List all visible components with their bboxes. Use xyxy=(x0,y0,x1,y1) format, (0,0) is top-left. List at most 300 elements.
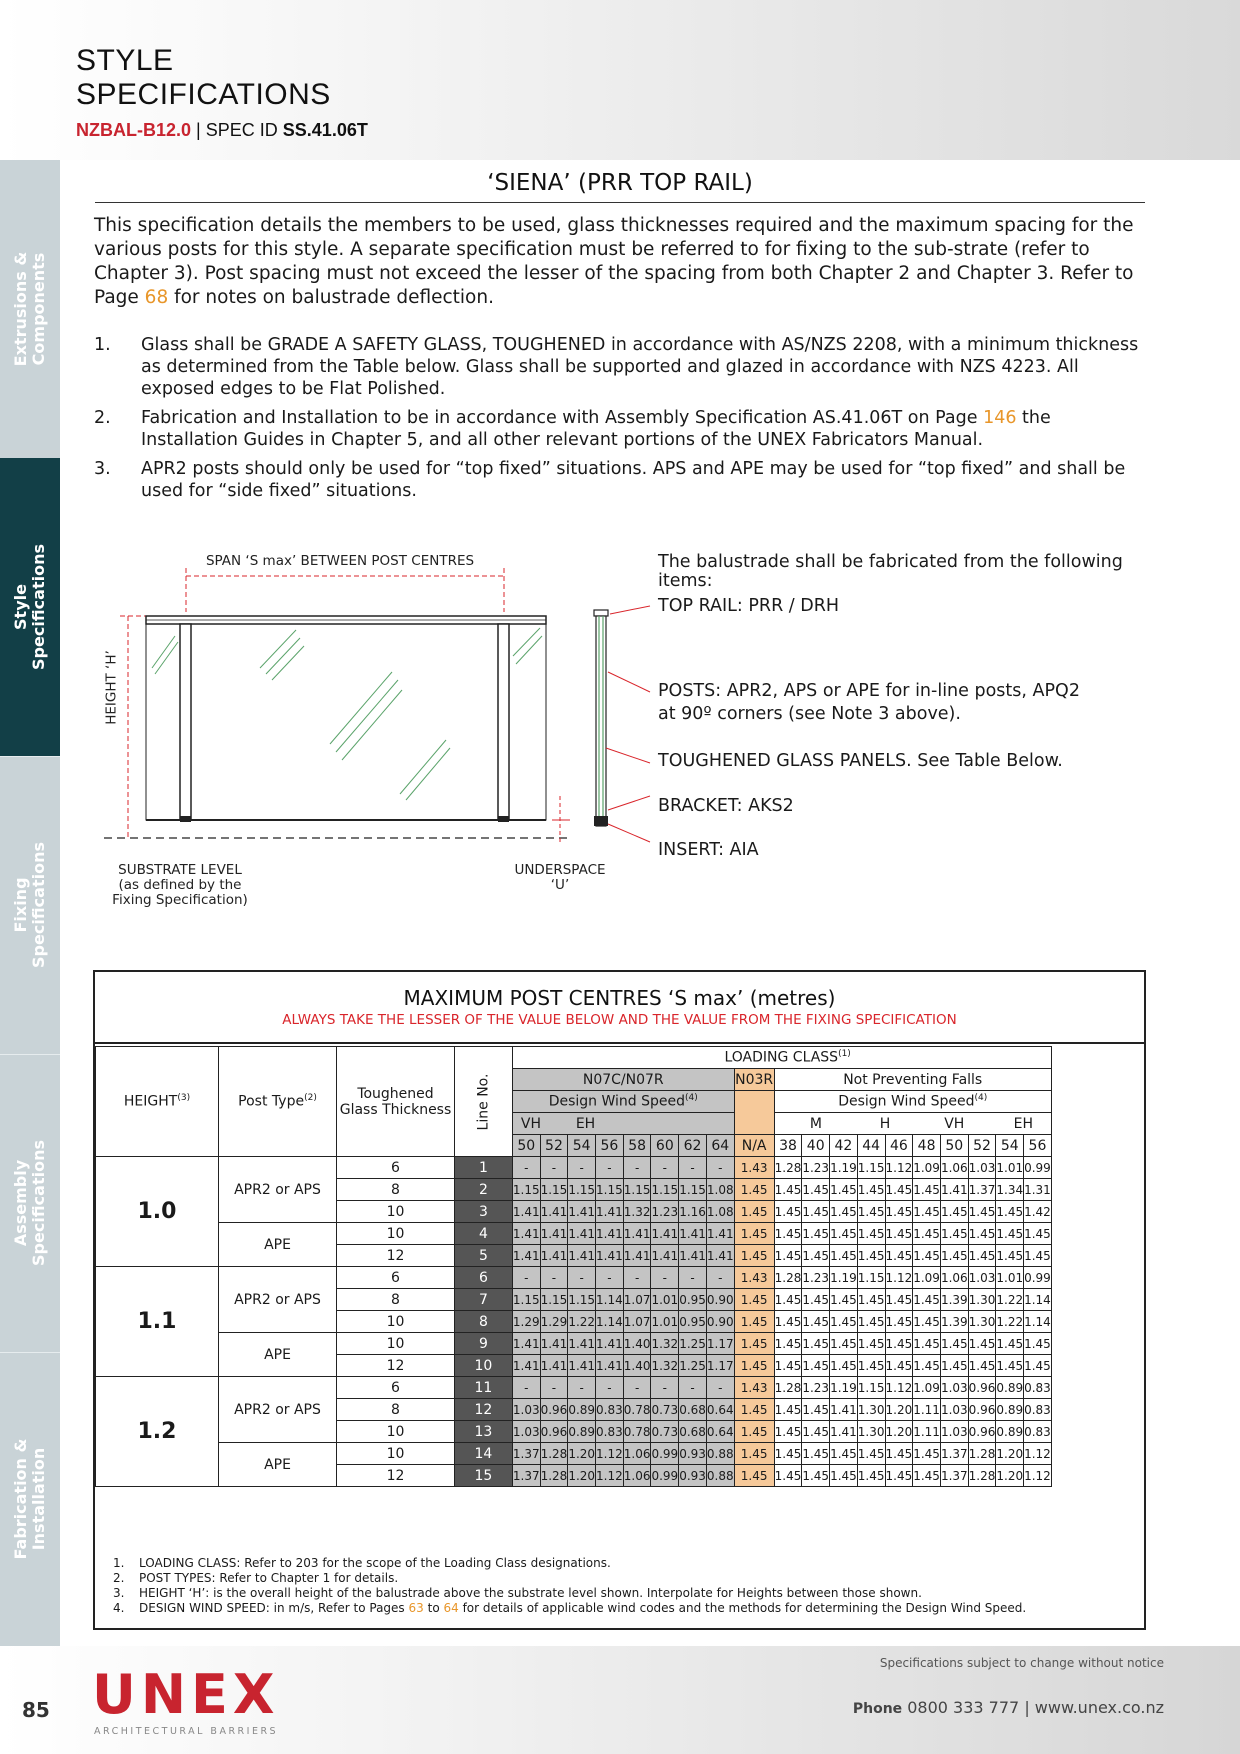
span-label: SPAN ‘S max’ BETWEEN POST CENTRES xyxy=(205,553,475,569)
tab-label: Style Specifications xyxy=(11,544,48,670)
glass-thickness: 10 xyxy=(337,1333,455,1355)
value-npf: 1.45 xyxy=(857,1245,885,1267)
value-n07: 0.90 xyxy=(706,1311,734,1333)
speed-cell: 54 xyxy=(996,1135,1024,1157)
value-npf: 1.45 xyxy=(774,1223,802,1245)
value-n07: - xyxy=(623,1267,651,1289)
value-npf: 1.45 xyxy=(774,1245,802,1267)
value-npf: 1.45 xyxy=(774,1333,802,1355)
value-npf: 1.19 xyxy=(830,1377,858,1399)
value-npf: 1.03 xyxy=(940,1421,968,1443)
title-rule xyxy=(95,202,1145,203)
value-npf: 1.30 xyxy=(857,1421,885,1443)
value-npf: 1.45 xyxy=(968,1223,996,1245)
value-n03r: 1.45 xyxy=(734,1333,774,1355)
value-n07: - xyxy=(651,1267,679,1289)
value-npf: 1.20 xyxy=(885,1421,913,1443)
style-title: ‘SIENA’ (PRR TOP RAIL) xyxy=(487,170,753,196)
post-type: APE xyxy=(219,1333,337,1377)
intro-paragraph: This specification details the members to be used, glass thicknesses required and the maximum spacing for the various posts for this style. A separate specification must be referred to for fixing to the sub-strate (refer to Chapter 3). Post spacing must not exceed the lesser of the spacing from both Chapter 2 and Chapter 3. Refer to Page 68 for notes on balustrade deflection. xyxy=(94,215,1134,308)
value-n07: 0.83 xyxy=(596,1399,624,1421)
value-npf: 1.45 xyxy=(940,1223,968,1245)
value-npf: 1.03 xyxy=(968,1157,996,1179)
value-npf: 1.45 xyxy=(885,1245,913,1267)
value-n07: 1.41 xyxy=(706,1223,734,1245)
data-grid xyxy=(95,1046,1052,1487)
value-n07: - xyxy=(706,1267,734,1289)
value-n07: 1.15 xyxy=(623,1179,651,1201)
value-npf: 1.34 xyxy=(996,1179,1024,1201)
value-npf: 1.45 xyxy=(996,1223,1024,1245)
header-class-npf: Not Preventing Falls xyxy=(774,1069,1051,1091)
line-number: 13 xyxy=(455,1421,513,1443)
table-row xyxy=(96,1377,1052,1399)
cat-eh: EH xyxy=(568,1113,734,1135)
value-npf: 1.12 xyxy=(885,1377,913,1399)
value-n07: 1.41 xyxy=(540,1333,568,1355)
value-npf: 1.45 xyxy=(913,1355,941,1377)
value-npf: 0.96 xyxy=(968,1377,996,1399)
footnote-3: 3. HEIGHT ‘H’: is the overall height of the balustrade above the substrate level shown. Interpolate for Heights between those shown. xyxy=(113,1586,922,1600)
value-n07: 0.93 xyxy=(679,1465,707,1487)
items-intro: The balustrade shall be fabricated from the following items: xyxy=(658,552,1123,591)
value-npf: 1.11 xyxy=(913,1421,941,1443)
value-n03r: 1.43 xyxy=(734,1377,774,1399)
value-n07: 1.41 xyxy=(540,1355,568,1377)
tab-fabrication-installation[interactable] xyxy=(0,1352,60,1647)
value-n07: 1.41 xyxy=(596,1223,624,1245)
value-npf: 1.45 xyxy=(774,1289,802,1311)
value-npf: 1.45 xyxy=(802,1465,830,1487)
value-npf: 1.45 xyxy=(802,1179,830,1201)
value-npf: 1.45 xyxy=(774,1421,802,1443)
value-npf: 1.03 xyxy=(940,1399,968,1421)
value-npf: 1.45 xyxy=(940,1201,968,1223)
cat-eh: EH xyxy=(996,1113,1051,1135)
value-n07: 1.41 xyxy=(540,1245,568,1267)
value-n07: 0.68 xyxy=(679,1421,707,1443)
value-n07: 1.15 xyxy=(512,1179,540,1201)
value-npf: 1.45 xyxy=(774,1201,802,1223)
value-n07: 1.41 xyxy=(540,1223,568,1245)
post-centres-table xyxy=(93,970,1146,1630)
value-n07: - xyxy=(623,1377,651,1399)
value-npf: 1.45 xyxy=(940,1245,968,1267)
value-n07: 0.78 xyxy=(623,1399,651,1421)
value-npf: 1.45 xyxy=(1024,1223,1052,1245)
speed-cell: 54 xyxy=(568,1135,596,1157)
value-npf: 1.45 xyxy=(913,1333,941,1355)
glass-thickness: 12 xyxy=(337,1355,455,1377)
header-class-n03r: N03R xyxy=(734,1069,774,1091)
glass-thickness: 8 xyxy=(337,1289,455,1311)
value-n07: 1.07 xyxy=(623,1311,651,1333)
value-n07: 0.78 xyxy=(623,1421,651,1443)
phone-number: 0800 333 777 xyxy=(907,1698,1020,1717)
contact-info xyxy=(853,1698,1164,1717)
value-n03r: 1.45 xyxy=(734,1355,774,1377)
value-n07: - xyxy=(596,1377,624,1399)
tab-label: Extrusions & Components xyxy=(11,251,48,367)
footnote-4: 4. DESIGN WIND SPEED: in m/s, Refer to Pages 63 to 64 for details of applicable wind codes and the methods for determining the Design Wind Speed. xyxy=(113,1601,1027,1615)
value-n07: 1.15 xyxy=(568,1179,596,1201)
glass-thickness: 10 xyxy=(337,1443,455,1465)
glass-thickness: 8 xyxy=(337,1399,455,1421)
footnote-1: 1. LOADING CLASS: Refer to 203 for the scope of the Loading Class designations. xyxy=(113,1556,611,1570)
table-warning: ALWAYS TAKE THE LESSER OF THE VALUE BELOW AND THE VALUE FROM THE FIXING SPECIFICATION xyxy=(282,1012,957,1028)
value-npf: 1.45 xyxy=(857,1443,885,1465)
value-n07: 1.32 xyxy=(623,1201,651,1223)
header-glass: Toughened Glass Thickness xyxy=(337,1047,455,1157)
value-npf: 1.45 xyxy=(774,1443,802,1465)
value-n07: - xyxy=(540,1377,568,1399)
value-npf: 1.45 xyxy=(857,1355,885,1377)
value-npf: 1.15 xyxy=(857,1377,885,1399)
value-npf: 1.45 xyxy=(996,1201,1024,1223)
cat-m: M xyxy=(774,1113,857,1135)
value-npf: 1.09 xyxy=(913,1267,941,1289)
value-npf: 1.06 xyxy=(940,1267,968,1289)
value-npf: 1.45 xyxy=(913,1245,941,1267)
value-npf: 1.28 xyxy=(774,1267,802,1289)
value-npf: 1.45 xyxy=(857,1311,885,1333)
value-n07: - xyxy=(623,1157,651,1179)
value-n03r: 1.45 xyxy=(734,1421,774,1443)
value-npf: 1.22 xyxy=(996,1311,1024,1333)
value-npf: 1.45 xyxy=(1024,1245,1052,1267)
underspace-label: UNDERSPACE ‘U’ xyxy=(514,862,606,893)
post-type: APR2 or APS xyxy=(219,1157,337,1223)
value-npf: 1.45 xyxy=(996,1355,1024,1377)
line-number: 4 xyxy=(455,1223,513,1245)
value-npf: 1.12 xyxy=(1024,1465,1052,1487)
value-npf: 1.30 xyxy=(968,1311,996,1333)
value-n07: 1.41 xyxy=(568,1201,596,1223)
page-ref-link[interactable]: 146 xyxy=(983,408,1017,428)
value-npf: 1.28 xyxy=(968,1465,996,1487)
value-n03r: 1.45 xyxy=(734,1399,774,1421)
line-number: 12 xyxy=(455,1399,513,1421)
value-n07: 0.88 xyxy=(706,1465,734,1487)
value-n07: 1.12 xyxy=(596,1465,624,1487)
header-post-type: Post Type$^{(2)}$ xyxy=(219,1047,337,1157)
value-n07: 1.41 xyxy=(623,1223,651,1245)
speed-cell: 38 xyxy=(774,1135,802,1157)
unex-logo: UNEX xyxy=(92,1663,280,1726)
value-npf: 1.45 xyxy=(830,1289,858,1311)
speed-cell: 46 xyxy=(885,1135,913,1157)
speed-cell: 42 xyxy=(830,1135,858,1157)
value-npf: 1.45 xyxy=(968,1333,996,1355)
speed-cell: 50 xyxy=(512,1135,540,1157)
value-npf: 1.45 xyxy=(996,1333,1024,1355)
value-npf: 1.45 xyxy=(885,1179,913,1201)
value-n07: 1.40 xyxy=(623,1355,651,1377)
value-npf: 1.01 xyxy=(996,1267,1024,1289)
glass-thickness: 10 xyxy=(337,1311,455,1333)
page-ref-link[interactable]: 68 xyxy=(144,287,169,308)
speed-cell: 44 xyxy=(857,1135,885,1157)
height-value: 1.1 xyxy=(96,1267,219,1377)
value-npf: 1.45 xyxy=(774,1355,802,1377)
post-type: APR2 or APS xyxy=(219,1377,337,1443)
table-title: MAXIMUM POST CENTRES ‘S max’ (metres) xyxy=(403,986,836,1010)
value-n07: 1.41 xyxy=(512,1201,540,1223)
tab-label: Fabrication & Installation xyxy=(11,1438,48,1560)
value-npf: 1.20 xyxy=(996,1443,1024,1465)
page-ref-link[interactable]: 64 xyxy=(443,1601,459,1615)
value-n07: - xyxy=(512,1267,540,1289)
value-npf: 1.19 xyxy=(830,1267,858,1289)
value-npf: 1.45 xyxy=(802,1333,830,1355)
value-npf: 1.28 xyxy=(968,1443,996,1465)
value-npf: 1.09 xyxy=(913,1377,941,1399)
chapter-sidebar xyxy=(0,160,60,1646)
value-n07: 1.23 xyxy=(651,1201,679,1223)
height-label: HEIGHT ‘H’ xyxy=(103,650,120,725)
post-type: APE xyxy=(219,1443,337,1487)
value-n07: 0.96 xyxy=(540,1399,568,1421)
cat-h: H xyxy=(879,1115,891,1132)
header-height: HEIGHT$^{(3)}$ xyxy=(96,1047,219,1157)
value-npf: 1.45 xyxy=(830,1179,858,1201)
value-npf: 1.45 xyxy=(968,1355,996,1377)
page-footer xyxy=(0,1646,1240,1754)
glass-thickness: 10 xyxy=(337,1421,455,1443)
value-n07: 1.15 xyxy=(651,1179,679,1201)
value-npf: 0.83 xyxy=(1024,1421,1052,1443)
value-n07: 1.07 xyxy=(623,1289,651,1311)
speed-cell: 56 xyxy=(596,1135,624,1157)
value-npf: 1.45 xyxy=(857,1465,885,1487)
value-npf: 1.45 xyxy=(1024,1355,1052,1377)
value-npf: 1.45 xyxy=(940,1355,968,1377)
value-n07: 1.01 xyxy=(651,1289,679,1311)
value-npf: 1.42 xyxy=(1024,1201,1052,1223)
line-number: 2 xyxy=(455,1179,513,1201)
value-n07: 1.29 xyxy=(512,1311,540,1333)
value-n07: - xyxy=(679,1377,707,1399)
speed-cell: 64 xyxy=(706,1135,734,1157)
value-npf: 1.45 xyxy=(802,1245,830,1267)
value-npf: 1.45 xyxy=(913,1179,941,1201)
tab-assembly-specifications[interactable] xyxy=(0,1054,60,1353)
value-npf: 0.99 xyxy=(1024,1157,1052,1179)
value-npf: 1.12 xyxy=(1024,1443,1052,1465)
value-npf: 1.45 xyxy=(857,1179,885,1201)
value-n07: 1.29 xyxy=(540,1311,568,1333)
value-npf: 0.83 xyxy=(1024,1377,1052,1399)
website-link[interactable]: www.unex.co.nz xyxy=(1034,1698,1164,1717)
footnote-2: 2. POST TYPES: Refer to Chapter 1 for details. xyxy=(113,1571,399,1585)
value-npf: 1.06 xyxy=(940,1157,968,1179)
post-type: APE xyxy=(219,1223,337,1267)
value-n03r: 1.45 xyxy=(734,1465,774,1487)
value-n07: 1.17 xyxy=(706,1333,734,1355)
value-npf: 1.45 xyxy=(857,1289,885,1311)
value-npf: 1.39 xyxy=(940,1311,968,1333)
height-value: 1.2 xyxy=(96,1377,219,1487)
substrate-label: SUBSTRATE LEVEL (as defined by the Fixing Specification) xyxy=(112,862,248,908)
value-npf: 1.14 xyxy=(1024,1289,1052,1311)
value-n03r: 1.45 xyxy=(734,1245,774,1267)
value-n03r: 1.45 xyxy=(734,1443,774,1465)
value-n07: 1.15 xyxy=(512,1289,540,1311)
header-class-n07: N07C/N07R xyxy=(512,1069,734,1091)
page-number: 85 xyxy=(22,1698,50,1722)
value-npf: 1.45 xyxy=(830,1333,858,1355)
value-npf: 1.45 xyxy=(802,1223,830,1245)
value-npf: 0.89 xyxy=(996,1399,1024,1421)
header-n03r-spacer xyxy=(734,1091,774,1135)
value-n07: 0.93 xyxy=(679,1443,707,1465)
value-npf: 1.45 xyxy=(968,1245,996,1267)
value-npf: 1.45 xyxy=(774,1179,802,1201)
value-n07: 1.41 xyxy=(651,1223,679,1245)
value-npf: 1.45 xyxy=(830,1443,858,1465)
value-npf: 1.03 xyxy=(940,1377,968,1399)
line-number: 11 xyxy=(455,1377,513,1399)
value-n07: 1.41 xyxy=(596,1355,624,1377)
value-npf: 1.20 xyxy=(885,1399,913,1421)
value-npf: 1.30 xyxy=(857,1399,885,1421)
value-npf: 1.15 xyxy=(857,1157,885,1179)
value-n07: 1.41 xyxy=(679,1223,707,1245)
table-row xyxy=(96,1223,1052,1245)
line-number: 7 xyxy=(455,1289,513,1311)
value-n07: 1.37 xyxy=(512,1465,540,1487)
value-npf: 0.89 xyxy=(996,1421,1024,1443)
value-n07: 1.15 xyxy=(568,1289,596,1311)
value-n03r: 1.45 xyxy=(734,1311,774,1333)
height-value: 1.0 xyxy=(96,1157,219,1267)
value-npf: 0.89 xyxy=(996,1377,1024,1399)
value-n03r: 1.45 xyxy=(734,1223,774,1245)
logo-tagline: ARCHITECTURAL BARRIERS xyxy=(94,1726,279,1737)
value-npf: 1.45 xyxy=(913,1311,941,1333)
value-n07: 1.41 xyxy=(651,1245,679,1267)
value-n07: 0.73 xyxy=(651,1421,679,1443)
value-npf: 1.45 xyxy=(913,1465,941,1487)
value-n07: 1.12 xyxy=(596,1443,624,1465)
value-n07: 1.41 xyxy=(512,1333,540,1355)
value-npf: 1.19 xyxy=(830,1157,858,1179)
value-npf: 1.45 xyxy=(802,1201,830,1223)
item-glass: TOUGHENED GLASS PANELS. See Table Below. xyxy=(658,751,1063,771)
page-heading-line2: SPECIFICATIONS xyxy=(76,78,331,111)
value-npf: 1.37 xyxy=(940,1443,968,1465)
value-npf: 1.45 xyxy=(802,1289,830,1311)
value-npf: 1.37 xyxy=(968,1179,996,1201)
value-n07: 0.99 xyxy=(651,1443,679,1465)
value-n07: 1.28 xyxy=(540,1465,568,1487)
value-n03r: 1.45 xyxy=(734,1179,774,1201)
line-number: 15 xyxy=(455,1465,513,1487)
value-n03r: 1.45 xyxy=(734,1201,774,1223)
value-n07: 0.64 xyxy=(706,1399,734,1421)
speed-cell: 48 xyxy=(913,1135,941,1157)
contact-separator: | xyxy=(1024,1698,1030,1717)
value-npf: 1.45 xyxy=(830,1355,858,1377)
item-posts-corner: at 90º corners (see Note 3 above). xyxy=(658,704,961,724)
tab-fixing-specifications[interactable] xyxy=(0,756,60,1055)
tab-label: Fixing Specifications xyxy=(11,842,48,968)
value-npf: 1.41 xyxy=(830,1421,858,1443)
value-npf: 1.23 xyxy=(802,1157,830,1179)
value-n07: 1.40 xyxy=(623,1333,651,1355)
value-npf: 1.28 xyxy=(774,1377,802,1399)
value-n07: 1.32 xyxy=(651,1355,679,1377)
value-n07: 1.03 xyxy=(512,1399,540,1421)
page-ref-link[interactable]: 63 xyxy=(408,1601,424,1615)
value-n07: 1.08 xyxy=(706,1201,734,1223)
value-npf: 1.41 xyxy=(940,1179,968,1201)
value-n07: 1.41 xyxy=(512,1245,540,1267)
tab-style-specifications[interactable] xyxy=(0,458,60,757)
value-npf: 1.15 xyxy=(857,1267,885,1289)
table-row xyxy=(96,1443,1052,1465)
item-posts: POSTS: APR2, APS or APE for in-line posts, APQ2 xyxy=(658,681,1080,701)
speed-cell: 50 xyxy=(940,1135,968,1157)
glass-thickness: 6 xyxy=(337,1157,455,1179)
value-npf: 1.45 xyxy=(968,1201,996,1223)
value-n07: 1.01 xyxy=(651,1311,679,1333)
speed-cell: 40 xyxy=(802,1135,830,1157)
value-n07: 1.06 xyxy=(623,1465,651,1487)
line-number: 5 xyxy=(455,1245,513,1267)
value-npf: 1.11 xyxy=(913,1399,941,1421)
value-n07: 1.15 xyxy=(540,1179,568,1201)
value-n07: - xyxy=(706,1157,734,1179)
value-n07: 1.28 xyxy=(540,1443,568,1465)
value-n07: 1.32 xyxy=(651,1333,679,1355)
cat-vh: VH xyxy=(944,1115,965,1132)
value-npf: 1.45 xyxy=(774,1311,802,1333)
value-n07: 1.14 xyxy=(596,1289,624,1311)
value-npf: 1.37 xyxy=(940,1465,968,1487)
value-n07: 1.15 xyxy=(596,1179,624,1201)
page-header xyxy=(0,0,1240,160)
value-n07: - xyxy=(568,1377,596,1399)
value-npf: 1.45 xyxy=(802,1311,830,1333)
value-npf: 1.14 xyxy=(1024,1311,1052,1333)
value-npf: 0.96 xyxy=(968,1399,996,1421)
value-n07: 1.03 xyxy=(512,1421,540,1443)
value-npf: 1.45 xyxy=(913,1289,941,1311)
value-n07: - xyxy=(512,1377,540,1399)
value-n03r: 1.43 xyxy=(734,1267,774,1289)
glass-thickness: 10 xyxy=(337,1223,455,1245)
value-n07: - xyxy=(596,1157,624,1179)
value-npf: 1.09 xyxy=(913,1157,941,1179)
line-number: 9 xyxy=(455,1333,513,1355)
value-npf: 1.45 xyxy=(830,1201,858,1223)
value-n07: 1.37 xyxy=(512,1443,540,1465)
value-npf: 1.45 xyxy=(885,1311,913,1333)
balustrade-diagram xyxy=(100,548,660,848)
value-n07: 1.41 xyxy=(623,1245,651,1267)
value-n07: 1.08 xyxy=(706,1179,734,1201)
subtitle-separator: | xyxy=(196,120,201,140)
item-top-rail: TOP RAIL: PRR / DRH xyxy=(658,596,840,616)
value-npf: 0.96 xyxy=(968,1421,996,1443)
value-npf: 0.99 xyxy=(1024,1267,1052,1289)
value-n07: - xyxy=(679,1267,707,1289)
glass-thickness: 10 xyxy=(337,1201,455,1223)
tab-extrusions-components[interactable] xyxy=(0,160,60,459)
value-n07: 1.14 xyxy=(596,1311,624,1333)
post-type: APR2 or APS xyxy=(219,1267,337,1333)
